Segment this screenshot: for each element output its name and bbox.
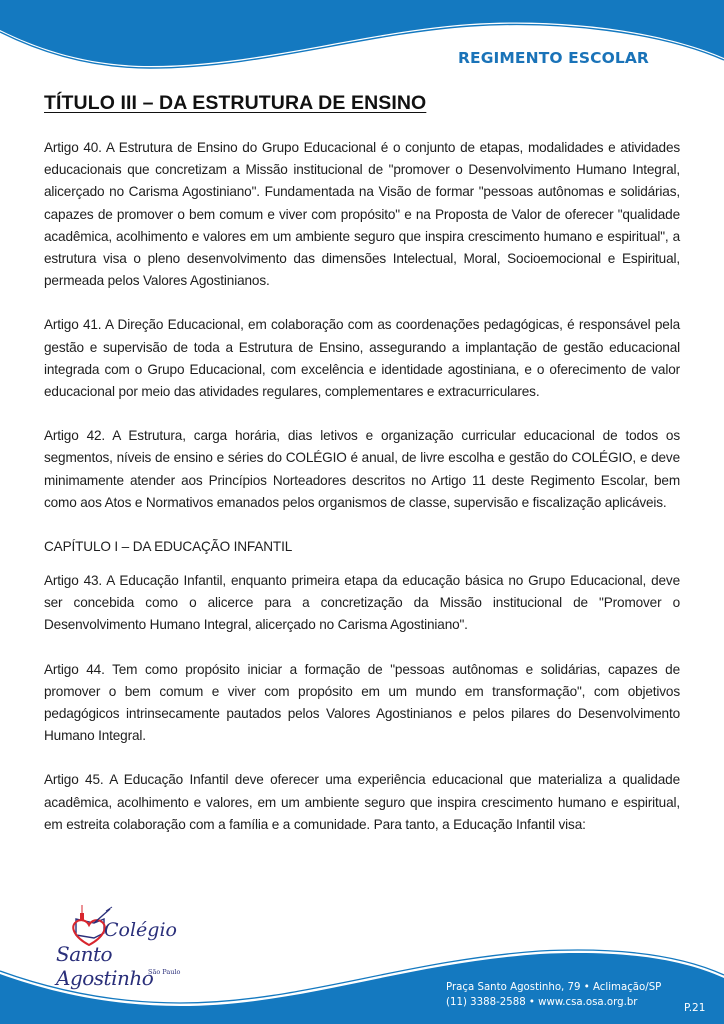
footer-contact <box>446 980 661 1010</box>
article-42: Artigo 42. A Estrutura, carga horária, dias letivos e organização curricular educacional de todos os segmentos, níveis de ensino e séries do COLÉGIO é anual, de livre escolha e gestão do COLÉGIO, e deve minimamente atender aos Princípios Norteadores descritos no Artigo 11 deste Regimento Escolar, bem como aos Atos e Normativos emanados pelos organismos de classe, supervisão e fiscalização aplicáveis. <box>44 428 680 510</box>
logo-text-colegio: Colégio <box>104 919 177 941</box>
page-title: TÍTULO III – DA ESTRUTURA DE ENSINO <box>44 92 427 114</box>
page-number: P.21 <box>684 1002 706 1014</box>
logo-text-santo-agostinho: Santo Agostinho <box>56 942 154 990</box>
article-43: Artigo 43. A Educação Infantil, enquanto primeira etapa da educação básica no Grupo Educacional, deve ser concebida como o alicerce para a concretização da Missão institucional de "Promover o Desenvolvimento Humano Integral, alicerçado no Carisma Agostiniano". <box>44 573 680 633</box>
footer-phone-website-line: (11) 3388-2588 • www.csa.osa.org.br <box>446 997 638 1008</box>
article-41: Artigo 41. A Direção Educacional, em colaboração com as coordenações pedagógicas, é responsável pela gestão e supervisão de toda a Estrutura de Ensino, assegurando a implantação de gestão educacional integrada com o Grupo Educacional, com excelência e identidade agostiniana, e o oferecimento de valor educacional por meio das atividades regulares, complementares e extracurriculares. <box>44 317 680 400</box>
article-44: Artigo 44. Tem como propósito iniciar a formação de "pessoas autônomas e solidárias, capazes de promover o bem comum e viver com propósito em um mundo em transformação", com objetivos pedagógicos intrinsecamente pautados pelos Valores Agostinianos e pelos pilares do Desenvolvimento Humano Integral. <box>44 661 680 744</box>
footer-address-line: Praça Santo Agostinho, 79 • Aclimação/SP <box>446 982 662 993</box>
document-body <box>44 92 680 858</box>
logo-text-sao-paulo: São Paulo <box>148 968 181 976</box>
document-label: REGIMENTO ESCOLAR <box>458 49 649 67</box>
chapter-heading: CAPÍTULO I – DA EDUCAÇÃO INFANTIL <box>44 539 293 555</box>
article-45: Artigo 45. A Educação Infantil deve oferecer uma experiência educacional que materializa a qualidade acadêmica, acolhimento e valores, em um ambiente seguro que inspira crescimento humano e espiritual, em estreita colaboração com a família e a comunidade. Para tanto, a Educação Infantil visa: <box>44 772 680 832</box>
header-wave-banner <box>0 0 724 80</box>
school-logo <box>56 905 186 990</box>
article-40: Artigo 40. A Estrutura de Ensino do Grupo Educacional é o conjunto de etapas, modalidades e atividades educacionais que concretizam a Missão institucional de "promover o Desenvolvimento Humano Integral, alicerçado no Carisma Agostiniano". Fundamentada na Visão de formar "pessoas autônomas e solidárias, capazes de promover o bem comum e viver com propósito" e na Proposta de Valor de oferecer "qualidade acadêmica, acolhimento e valores em um ambiente seguro que inspira crescimento humano e espiritual", a estrutura visa o pleno desenvolvimento das dimensões Intelectual, Moral, Socioemocional e Espiritual, permeada pelos Valores Agostinianos. <box>44 140 680 289</box>
